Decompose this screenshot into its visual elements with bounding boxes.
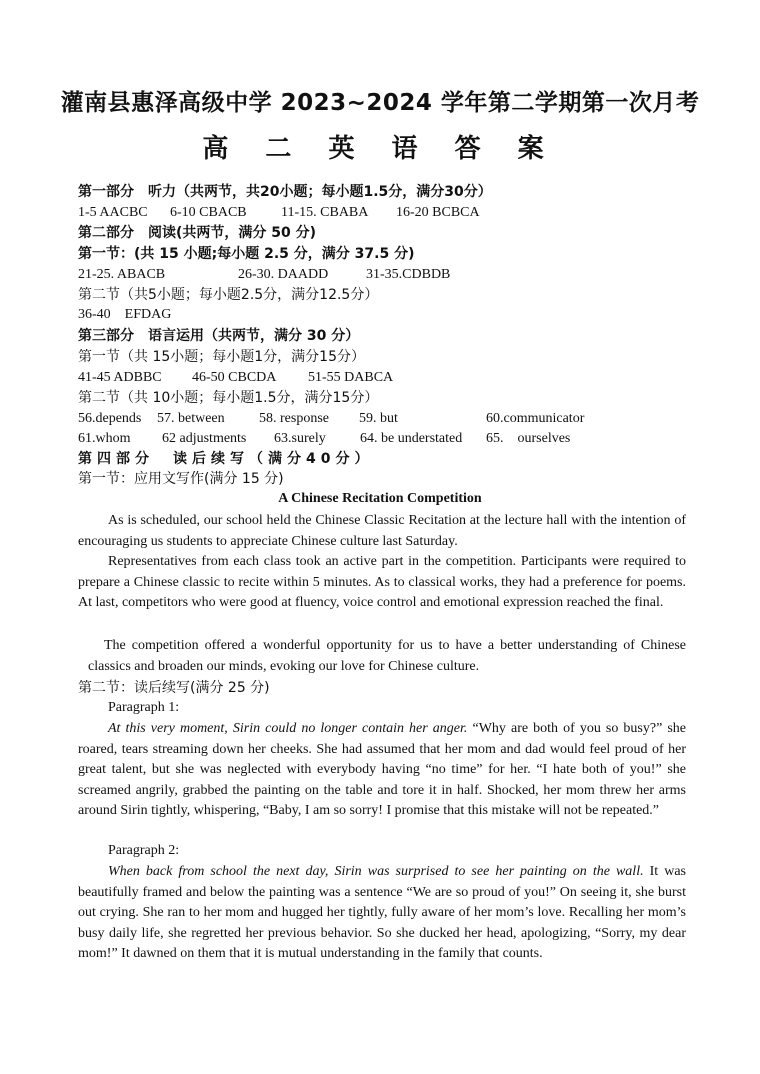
continuation-paragraph-1 — [78, 719, 686, 822]
answer-group: 1-5 AACBC — [78, 205, 148, 220]
part1-answers — [78, 204, 678, 222]
part2-section1-answers — [78, 266, 678, 284]
answer-word: 65. ourselves — [486, 431, 571, 446]
part3-section1-answers — [78, 369, 678, 387]
answer-group: 16-20 BCBCA — [396, 205, 480, 220]
answer-group: 6-10 CBACB — [170, 205, 247, 220]
school-exam-title: 灌南县惠泽高级中学 2023~2024 学年第二学期第一次月考 — [60, 90, 700, 116]
answer-word: 58. response — [259, 411, 329, 426]
paragraph1-lead: At this very moment, Sirin could no longer contain her anger. — [108, 721, 468, 736]
essay-paragraph: The competition offered a wonderful opportunity for us to have a better understanding of Chinese classics and broaden our minds, evoking our love for Chinese culture. — [88, 638, 686, 674]
answer-group: 31-35.CDBDB — [366, 267, 451, 282]
answer-word: 56.depends — [78, 411, 142, 426]
part2-section2-heading: 第二节（共5小题；每小题2.5分，满分12.5分） — [78, 287, 379, 303]
part4-section1-heading: 第一节：应用文写作(满分 15 分) — [78, 471, 284, 487]
answer-word: 62 adjustments — [162, 431, 247, 446]
part3-section1-heading: 第一节（共 15小题；每小题1分，满分15分） — [78, 349, 365, 365]
paragraph1-label: Paragraph 1: — [108, 700, 180, 715]
answer-group: 46-50 CBCDA — [192, 370, 277, 385]
continuation-paragraph-2 — [78, 862, 686, 965]
answer-group: 26-30. DAADD — [238, 267, 329, 282]
answer-group: 21-25. ABACB — [78, 267, 166, 282]
part2-heading: 第二部分 阅读(共两节，满分 50 分) — [78, 225, 317, 241]
answer-group: 11-15. CBABA — [281, 205, 369, 220]
answer-group: 51-55 DABCA — [308, 370, 394, 385]
part4-section2-heading: 第二节：读后续写(满分 25 分) — [78, 680, 270, 696]
answer-word: 63.surely — [274, 431, 326, 446]
document-title: 高 二 英 语 答 案 — [202, 134, 558, 164]
part1-heading: 第一部分 听力（共两节，共20小题；每小题1.5分，满分30分） — [78, 184, 492, 200]
part2-section1-heading: 第一节：(共 15 小题;每小题 2.5 分，满分 37.5 分) — [78, 246, 415, 262]
paragraph2-lead: When back from school the next day, Sirin was surprised to see her painting on the wall. — [108, 864, 644, 879]
paragraph1-body: “Why are both of you so busy?” she roared, tears streaming down her cheeks. She had assumed that her mom and dad would feel proud of her great talent, but she was neglected with everybody having “no time” for her. “I hate both of you!” she screamed angrily, grabbed the painting on the table and tore it in half. Shocked, her mom threw her arms around Sirin tightly, whispering, “Baby, I am so sorry! I promise that this mistake will not be repeated.” — [78, 721, 687, 818]
answer-word: 59. but — [359, 411, 398, 426]
part3-section2-heading: 第二节（共 10小题；每小题1.5分，满分15分） — [78, 390, 379, 406]
paragraph2-body: It was beautifully framed and below the painting was a sentence “We are so proud of you!” On seeing it, she burst out crying. She ran to her mom and hugged her tightly, fully aware of her mom’s love. Recalling her mom’s busy daily life, she regretted her previous behavior. So she ducked her head, apologizing, “Sorry, my dear mom!” It dawned on them that it is mutual understanding in the family that counts. — [78, 864, 687, 961]
essay-paragraph: Representatives from each class took an active part in the competition. Participants were required to prepare a Chinese classic to recite within 5 minutes. As to classical works, they had a preference for poems. At last, competitors who were good at fluency, voice control and emotional expression reached the final. — [78, 554, 686, 610]
answer-group: 41-45 ADBBC — [78, 370, 162, 385]
answer-word: 64. be understated — [360, 431, 463, 446]
part3-heading: 第三部分 语言运用（共两节，满分 30 分） — [78, 328, 360, 344]
answer-word: 60.communicator — [486, 411, 585, 426]
part3-section2-row2 — [78, 430, 678, 448]
paragraph2-label: Paragraph 2: — [108, 843, 180, 858]
part2-section2-answers: 36-40 EFDAG — [78, 307, 172, 322]
essay-paragraph: As is scheduled, our school held the Chinese Classic Recitation at the lecture hall with the intention of encouraging us students to appreciate Chinese culture last Saturday. — [78, 513, 686, 549]
answer-word: 57. between — [157, 411, 225, 426]
part4-heading: 第四部分 读后续写（满分40分） — [78, 451, 374, 467]
answer-word: 61.whom — [78, 431, 131, 446]
part3-section2-row1 — [78, 410, 678, 428]
essay-title: A Chinese Recitation Competition — [278, 491, 482, 506]
